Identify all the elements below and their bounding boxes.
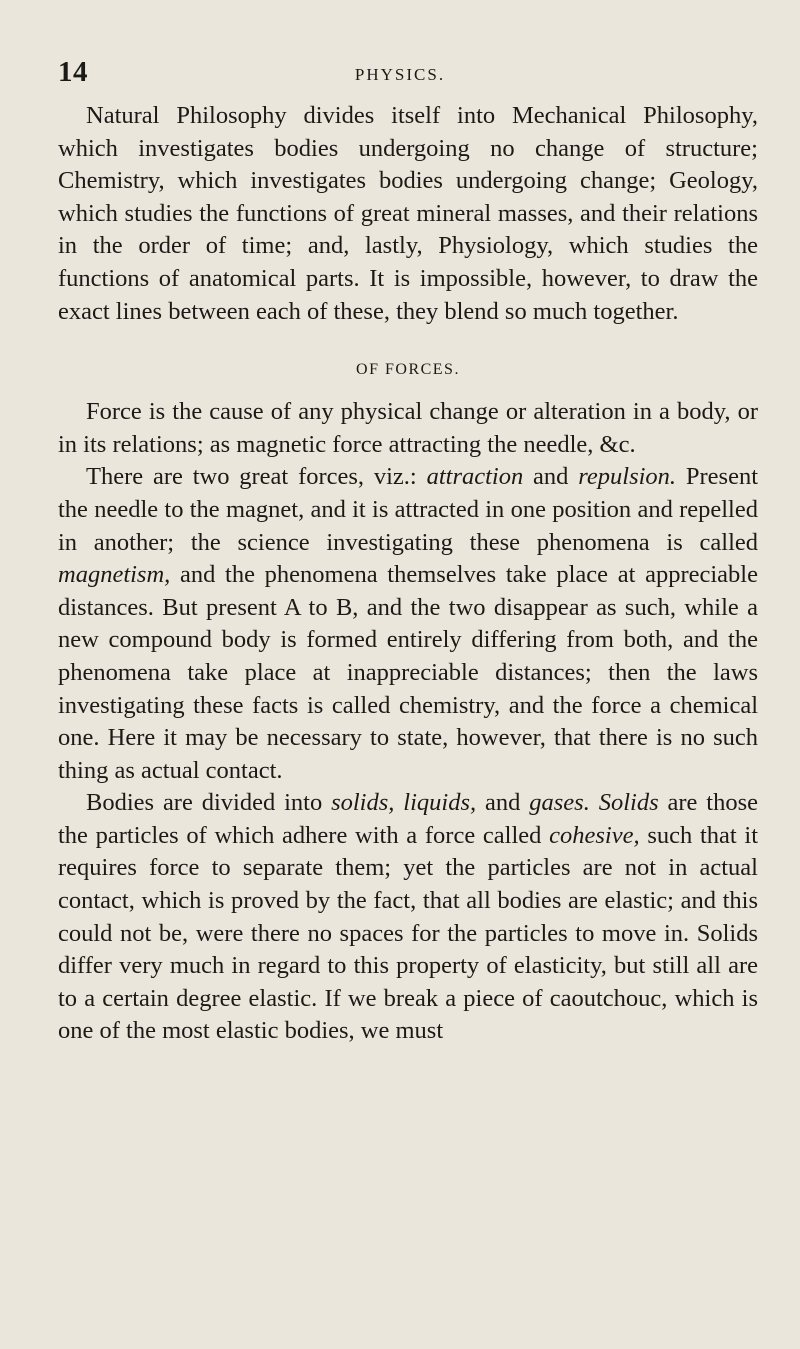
text-run: such that it requires force to separate them; yet the particles are not in actual contact, which is proved by the fact, that all bodies are elastic; and this could not be, were there no spaces for the particles to move in. Solids differ very much in regard to this property of elasticity, but still all are to a certain degree elastic. If we break a piece of caoutchouc, which is one of the most elastic bodies, we must xyxy=(58,821,759,1045)
italic-term: gases. Solids xyxy=(529,789,659,817)
italic-term: magnetism, xyxy=(58,561,171,589)
italic-term: cohesive, xyxy=(549,821,640,849)
paragraph-natural-philosophy: Natural Philosophy divides itself into Mechanical Philosophy, which investigates bodies undergoing no change of structure; Chemistry, which investigates bodies undergoing change; Geology, which studies the functions of great mineral masses, and their relations in the order of time; and, lastly, Physiology, which studies the functions of anatomical parts. It is impossible, however, to draw the exact lines between each of these, they blend so much together. xyxy=(58,102,758,325)
text-run: Present the needle to the magnet, and it is attracted in one position and repelled in another; the science investigating these phenomena is called xyxy=(58,463,759,556)
italic-term: solids, liquids, xyxy=(331,789,477,817)
text-run: and xyxy=(523,463,579,491)
italic-term: repulsion. xyxy=(578,463,677,491)
page-number: 14 xyxy=(58,56,88,88)
paragraph-two-forces xyxy=(58,461,758,787)
paragraph-force-definition: Force is the cause of any physical change or alteration in a body, or in its relations; as magnetic force attracting the needle, &c. xyxy=(58,398,758,458)
text-run: Bodies are divided into xyxy=(86,789,332,817)
italic-term: attraction xyxy=(426,463,524,491)
paragraph-bodies-divided xyxy=(58,787,758,1048)
text-run: and xyxy=(476,789,530,817)
section-heading: OF FORCES. xyxy=(356,361,460,379)
body-text xyxy=(58,100,758,1048)
text-run: and the phenomena themselves take place at appreciable distances. But present A to B, and the two disappear as such, while a new compound body is formed entirely differing from both, and the phenomena take place at inappreciable distances; then the laws investigating these facts is called chemistry, and the force a chemical one. Here it may be necessary to state, however, that there is no such thing as actual contact. xyxy=(58,561,758,784)
text-run: are those the particles of which adhere with a force called xyxy=(58,789,759,849)
running-title: PHYSICS. xyxy=(354,65,446,84)
running-head xyxy=(58,56,742,86)
text-run: There are two great forces, viz.: xyxy=(86,463,427,491)
